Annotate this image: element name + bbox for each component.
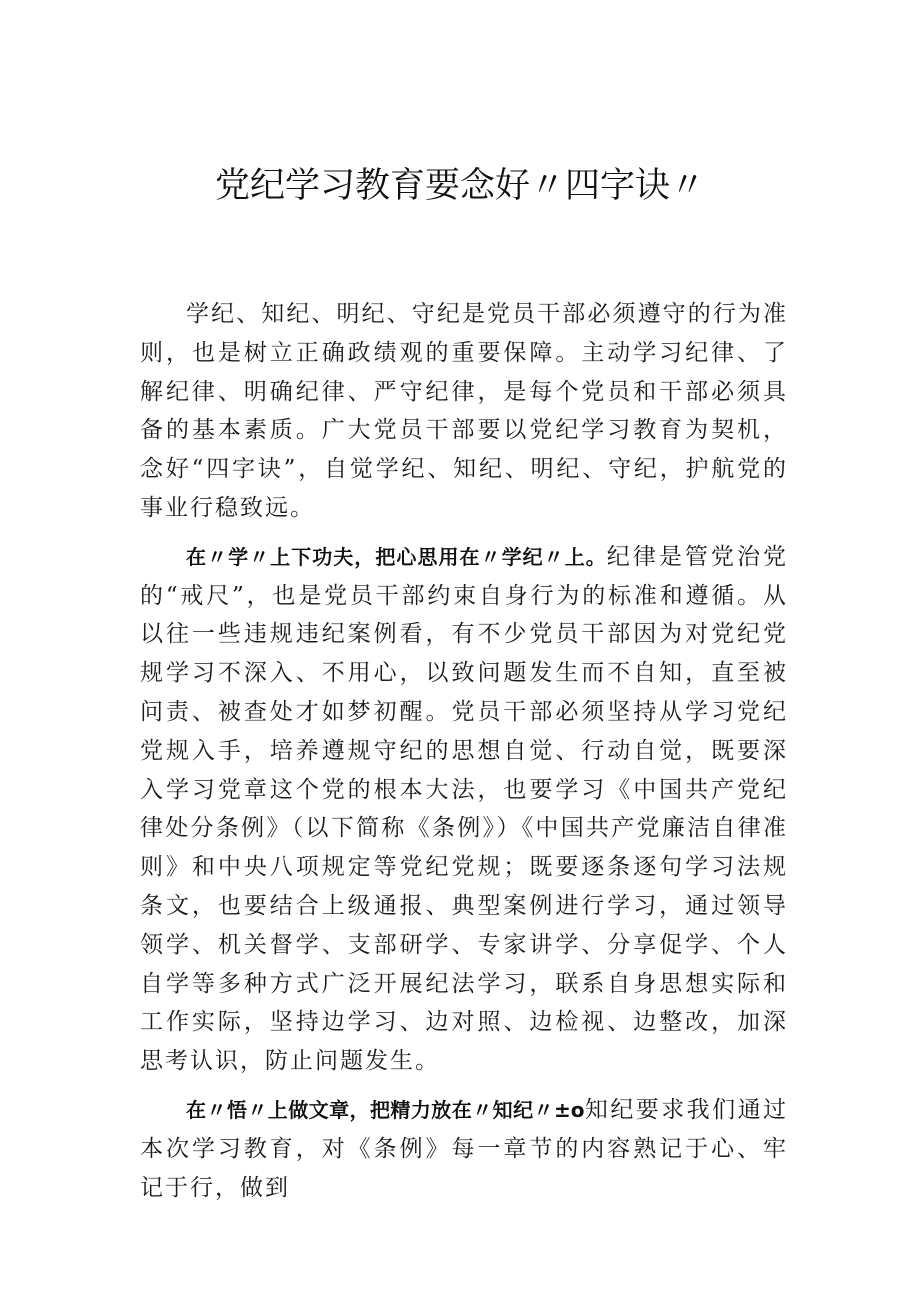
paragraph-text: 学纪、知纪、明纪、守纪是党员干部必须遵守的行为准则，也是树立正确政绩观的重要保障。主动学习纪律、了解纪律、明确纪律、严守纪律，是每个党员和干部必须具备的基本素质。广大党员干部要以党纪学习教育为契机，念好“四字诀”，自觉学纪、知纪、明纪、守纪，护航党的事业行稳致远。 bbox=[140, 301, 788, 521]
paragraph-intro bbox=[140, 295, 788, 528]
paragraph-text: 纪律是管党治党的“戒尺”，也是党员干部约束自身行为的标准和遵循。从以往一些违规违纪案例看，有不少党员干部因为对党纪党规学习不深入、不用心，以致问题发生而不自知，直至被问责、被查处才如梦初醒。党员干部必须坚持从学习党纪党规入手，培养遵规守纪的思想自觉、行动自觉，既要深入学习党章这个党的根本大法，也要学习《中国共产党纪律处分条例》（以下简称《条例》）《中国共产党廉洁自律准则》和中央八项规定等党纪党规；既要逐条逐句学习法规条文，也要结合上级通报、典型案例进行学习，通过领导领学、机关督学、支部研学、专家讲学、分享促学、个人自学等多种方式广泛开展纪法学习，联系自身思想实际和工作实际，坚持边学习、边对照、边检视、边整改，加深思考认识，防止问题发生。 bbox=[140, 543, 789, 1075]
document-title: 党纪学习教育要念好〃四字诀〃 bbox=[214, 166, 705, 206]
paragraph-learn bbox=[140, 538, 788, 1081]
paragraph-lead: 在〃学〃上下功夫，把心思用在〃学纪〃上。 bbox=[186, 544, 607, 569]
paragraph-understand bbox=[140, 1091, 788, 1207]
paragraph-lead: 在〃悟〃上做文章，把精力放在〃知纪〃±o bbox=[186, 1097, 585, 1122]
paragraph-text: 知纪要求我们通过本次学习教育，对《条例》每一章节的内容熟记于心、牢记于行，做到 bbox=[140, 1096, 789, 1201]
document-body bbox=[140, 295, 788, 1207]
